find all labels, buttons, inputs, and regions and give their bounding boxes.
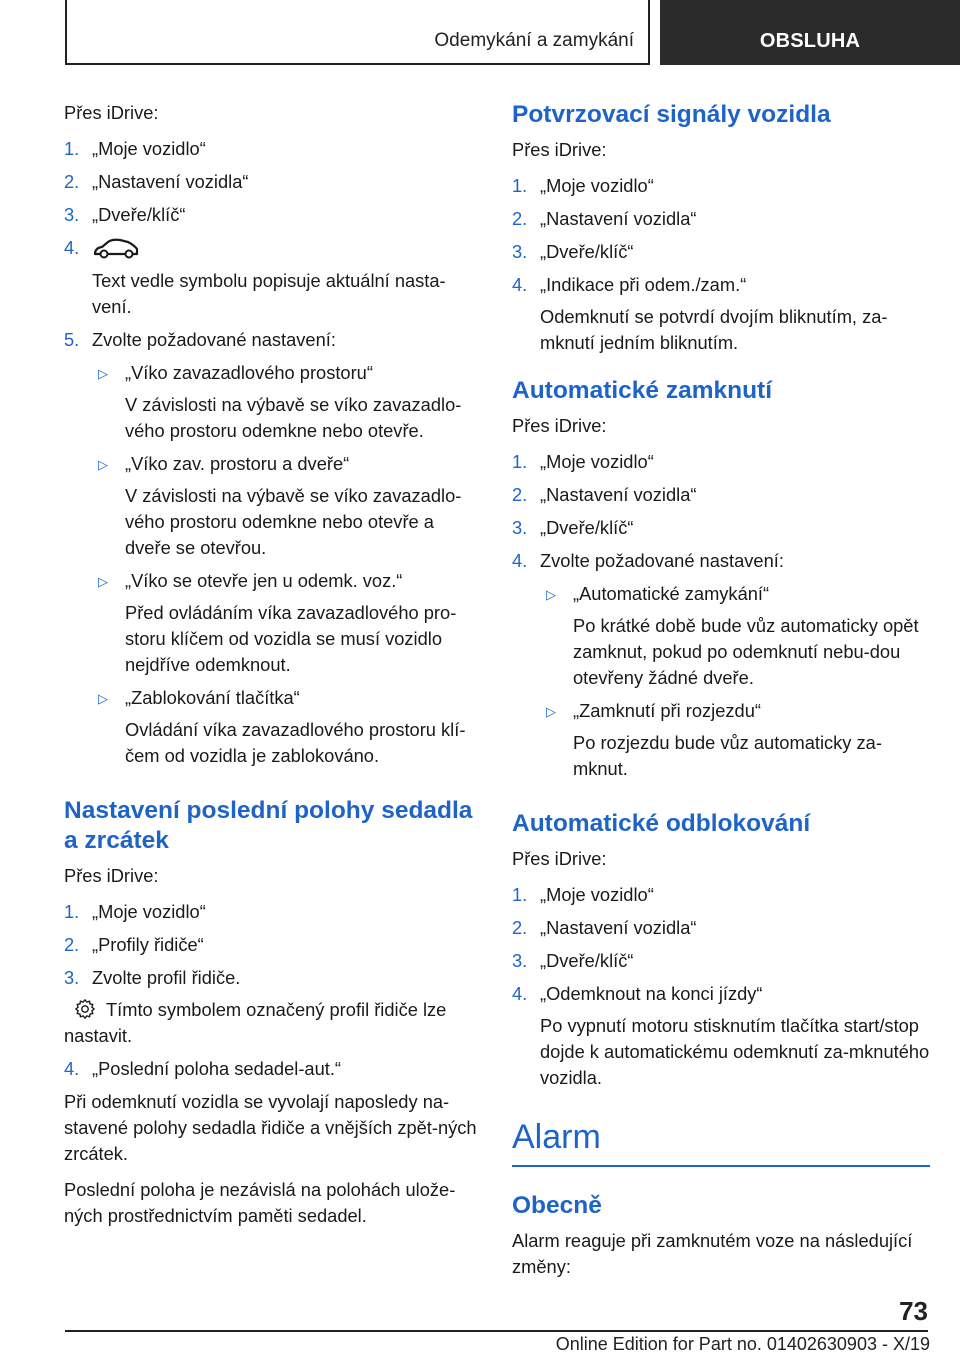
section-heading: Nastavení poslední polohy sedadla a zrcátek [64, 797, 473, 855]
step-number: 3. [64, 967, 80, 989]
paragraph: Při odemknutí vozidla se vyvolají naposledy na-stavené polohy sedadla řidiče a vnějších zpět-ných zrcátek. [64, 1091, 477, 1165]
intro-text: Přes iDrive: [64, 865, 159, 887]
list-item [512, 272, 930, 356]
step-text: „Nastavení vozidla“ [540, 917, 697, 938]
option-item [540, 581, 930, 691]
option-title: „Víko zavazadlového prostoru“ [125, 362, 373, 384]
intro-text: Přes iDrive: [64, 102, 159, 123]
option-desc: Ovládání víka zavazadlového prostoru klí-čem od vozidla je zablokováno. [125, 719, 466, 767]
step-list [512, 449, 930, 789]
list-item [64, 235, 484, 320]
step-number: 4. [64, 237, 80, 258]
list-item [64, 327, 484, 776]
step-number: 2. [64, 934, 80, 956]
car-icon [92, 236, 140, 262]
option-item [92, 451, 484, 561]
step-number: 4. [512, 274, 528, 295]
option-item [92, 568, 484, 678]
list-item [512, 515, 930, 541]
section-heading: Automatické zamknutí [512, 377, 773, 404]
step-number: 3. [64, 204, 80, 225]
step-number: 2. [512, 208, 528, 229]
step-text: „Moje vozidlo“ [92, 138, 206, 159]
option-desc: Po krátké době bude vůz automaticky opět zamknut, pokud po odemknutí nebu-dou otevřeny žádné dveře. [573, 615, 919, 688]
option-title: „Zamknutí při rozjezdu“ [573, 700, 761, 721]
step-text: Zvolte požadované nastavení: [540, 550, 784, 571]
step-text: „Moje vozidlo“ [92, 901, 206, 923]
step-text: „Moje vozidlo“ [540, 451, 654, 472]
paragraph: Alarm reaguje při zamknutém voze na následující změny: [512, 1230, 913, 1277]
list-item [64, 1056, 484, 1082]
step-text: „Dveře/klíč“ [92, 204, 186, 225]
gear-icon [74, 998, 98, 1020]
step-number: 4. [512, 550, 528, 571]
paragraph: Poslední poloha je nezávislá na polohách ulože-ných prostřednictvím paměti sedadel. [64, 1179, 456, 1227]
step-text: Zvolte profil řidiče. [92, 967, 241, 989]
step-number: 1. [512, 451, 528, 472]
step-text: „Dveře/klíč“ [540, 241, 634, 262]
step-text: „Profily řidiče“ [92, 934, 204, 956]
triangle-bullet-icon: ▷ [98, 366, 108, 382]
triangle-bullet-icon: ▷ [98, 574, 108, 590]
step-text: Zvolte požadované nastavení: [92, 329, 336, 351]
step-list [64, 136, 484, 776]
step-text: „Dveře/klíč“ [540, 950, 634, 971]
step-list [512, 173, 930, 356]
option-title: „Víko zav. prostoru a dveře“ [125, 453, 350, 475]
footer-rule [65, 1330, 928, 1332]
section-heading: Potvrzovací signály vozidla [512, 101, 831, 128]
step-text: „Poslední poloha sedadel-aut.“ [92, 1058, 341, 1080]
step-text: „Nastavení vozidla“ [92, 171, 249, 192]
step-text: „Moje vozidlo“ [540, 884, 654, 905]
option-list [540, 581, 930, 782]
triangle-bullet-icon: ▷ [546, 704, 556, 719]
step-number: 3. [512, 950, 528, 971]
list-item [512, 482, 930, 508]
header-chapter-tab: OBSLUHA [660, 0, 960, 65]
list-item [512, 882, 930, 908]
list-item [64, 202, 484, 228]
step-note: Po vypnutí motoru stisknutím tlačítka start/stop dojde k automatickému odemknutí za-mknutého vozidla. [540, 1015, 930, 1088]
list-item [512, 239, 930, 265]
triangle-bullet-icon: ▷ [98, 691, 108, 707]
step-text: „Nastavení vozidla“ [540, 208, 697, 229]
step-text: „Moje vozidlo“ [540, 175, 654, 196]
option-list [92, 360, 484, 769]
list-item [64, 136, 484, 162]
step-list [64, 899, 484, 1082]
option-desc: V závislosti na výbavě se víko zavazadlo-vého prostoru odemkne nebo otevře a dveře se otevřou. [125, 485, 462, 559]
triangle-bullet-icon: ▷ [546, 587, 556, 602]
step-number: 5. [64, 329, 80, 351]
step-list [512, 882, 930, 1091]
footer-edition: Online Edition for Part no. 01402630903 - X/19 [555, 1334, 930, 1354]
option-desc: V závislosti na výbavě se víko zavazadlo-vého prostoru odemkne nebo otevře. [125, 394, 462, 442]
list-item [512, 548, 930, 789]
step-number: 2. [512, 917, 528, 938]
step-number: 1. [512, 884, 528, 905]
list-item [512, 206, 930, 232]
option-item [92, 685, 484, 769]
intro-text: Přes iDrive: [512, 139, 607, 160]
header-section-title: Odemykání a zamykání [434, 29, 634, 51]
step-note: Text vedle symbolu popisuje aktuální nasta-vení. [92, 270, 446, 318]
option-title: „Automatické zamykání“ [573, 583, 770, 604]
step-text: „Dveře/klíč“ [540, 517, 634, 538]
chapter-heading: Alarm [512, 1117, 930, 1167]
list-item [64, 965, 484, 1049]
option-item [92, 360, 484, 444]
list-item [64, 932, 484, 958]
triangle-bullet-icon: ▷ [98, 457, 108, 473]
option-title: „Víko se otevře jen u odemk. voz.“ [125, 570, 403, 592]
step-text: „Nastavení vozidla“ [540, 484, 697, 505]
step-number: 1. [512, 175, 528, 196]
right-column [512, 100, 930, 1290]
left-column [64, 100, 484, 1239]
option-desc: Před ovládáním víka zavazadlového pro-storu klíčem od vozidla se musí vozidlo nejdříve odemknout. [125, 602, 457, 676]
list-item [64, 899, 484, 925]
step-number: 3. [512, 517, 528, 538]
list-item [512, 981, 930, 1091]
header-rule-right [648, 0, 650, 65]
option-desc: Po rozjezdu bude vůz automaticky za-mknut. [573, 732, 882, 779]
step-text: „Odemknout na konci jízdy“ [540, 983, 763, 1004]
list-item [512, 449, 930, 475]
header-rule-bottom [65, 63, 650, 65]
step-number: 4. [64, 1058, 80, 1080]
step-number: 1. [64, 901, 80, 923]
list-item [64, 169, 484, 195]
step-number: 4. [512, 983, 528, 1004]
list-item [512, 173, 930, 199]
step-note: Odemknutí se potvrdí dvojím bliknutím, za-mknutí jedním bliknutím. [540, 306, 888, 353]
step-number: 2. [64, 171, 80, 192]
section-heading: Automatické odblokování [512, 810, 811, 837]
option-item [540, 698, 930, 782]
step-text: „Indikace při odem./zam.“ [540, 274, 747, 295]
intro-text: Přes iDrive: [512, 415, 607, 436]
step-number: 3. [512, 241, 528, 262]
option-title: „Zablokování tlačítka“ [125, 687, 300, 709]
intro-text: Přes iDrive: [512, 848, 607, 869]
section-heading: Obecně [512, 1192, 602, 1219]
step-number: 1. [64, 138, 80, 159]
list-item [512, 948, 930, 974]
step-number: 2. [512, 484, 528, 505]
page-number: 73 [899, 1296, 928, 1326]
step-note: Tímto symbolem označený profil řidiče lze nastavit. [64, 999, 447, 1047]
list-item [512, 915, 930, 941]
